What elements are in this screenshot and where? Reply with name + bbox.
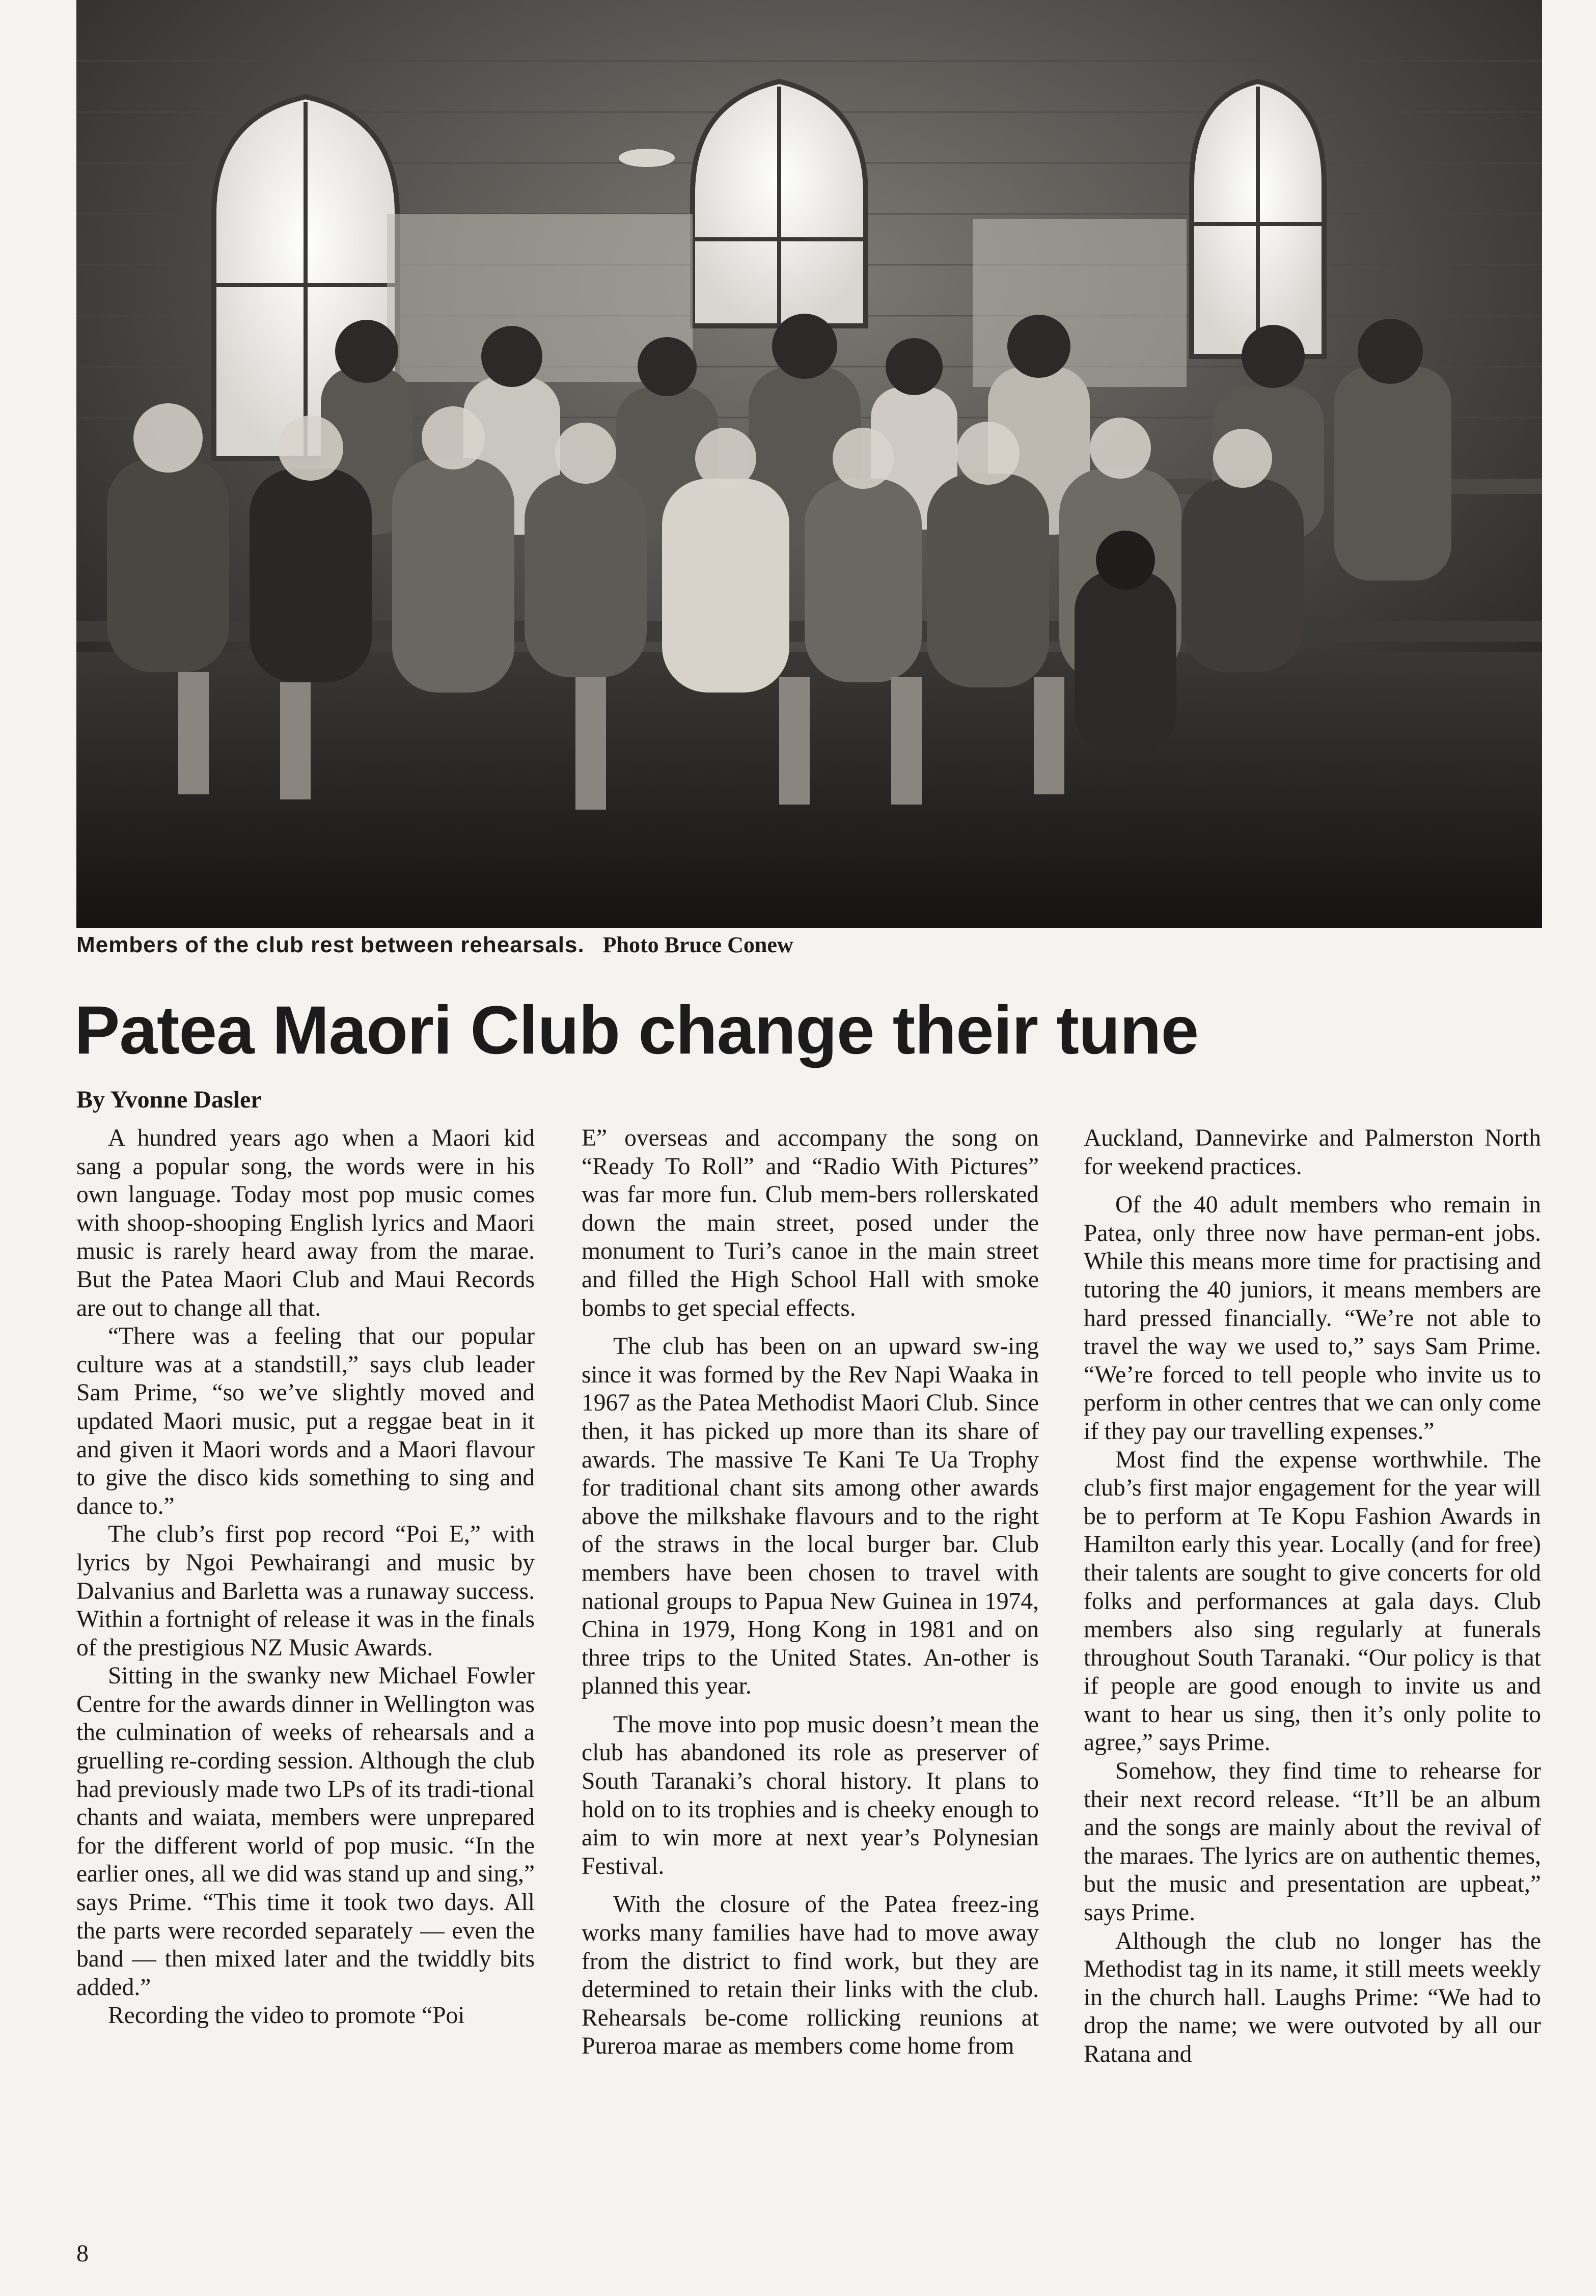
article-column-2	[582, 1124, 1039, 2061]
article-column-3	[1084, 1124, 1541, 2069]
group-photo	[76, 0, 1542, 928]
paragraph: Somehow, they find time to rehearse for their next record release. “It’ll be an album and the songs are mainly about the revival of the maraes. The lyrics are on authentic themes, but the music and presentation are upbeat,” says Prime.	[1084, 1758, 1541, 1926]
paragraph: The move into pop music doesn’t mean the club has abandoned its role as preserver of South Taranaki’s choral history. It plans to hold on to its trophies and is cheeky enough to aim to win more at next year’s Polynesian Festival.	[582, 1711, 1039, 1879]
photo-credit: Photo Bruce Conew	[602, 932, 793, 957]
photo-caption	[76, 932, 1542, 958]
paragraph: A hundred years ago when a Maori kid sang a popular song, the words were in his own language. Today most pop music comes with shoop-shooping English lyrics and Maori music is rarely heard away from the marae. But the Patea Maori Club and Maui Records are out to change all that.	[76, 1125, 535, 1321]
paragraph: The club has been on an upward sw-ing since it was formed by the Rev Napi Waaka in 1967 as the Patea Methodist Maori Club. Since then, it has picked up more than its share of awards. The massive Te Kani Te Ua Trophy for traditional chant sits among other awards above the milkshake flavours and to the right of the straws in the local burger bar. Club members have been chosen to travel with national groups to Papua New Guinea in 1974, China in 1979, Hong Kong in 1981 and on three trips to the United States. An-other is planned this year.	[582, 1333, 1039, 1700]
paragraph: Although the club no longer has the Methodist tag in its name, it still meets weekly in the church hall. Laughs Prime: “We had to drop the name; we were outvoted by all our Ratana and	[1084, 1927, 1541, 2067]
paragraph: With the closure of the Patea freez-ing works many families have had to move away from the district to find work, but they are determined to retain their links with the club. Rehearsals be-come rollicking reunions at Pureroa marae as members come home from	[582, 1891, 1039, 2060]
paragraph: E” overseas and accompany the song on “Ready To Roll” and “Radio With Pictures” was far more fun. Club mem-bers rollerskated down the main street, posed under the monument to Turi’s canoe in the main street and filled the High School Hall with smoke bombs to get special effects.	[582, 1125, 1039, 1321]
group-photo-icon	[76, 0, 1542, 928]
headline: Patea Maori Club change their tune	[74, 992, 1199, 1068]
paragraph: Most find the expense worthwhile. The club’s first major engagement for the year will be to perform at Te Kopu Fashion Awards in Hamilton early this year. Locally (and for free) their talents are sought to give concerts for old folks and performances at gala days. Club members also sing regularly at funerals throughout South Taranaki. “Our policy is that if people are good enough to invite us and want to hear us sing, then it’s only polite to agree,” says Prime.	[1084, 1446, 1541, 1756]
paragraph: Auckland, Dannevirke and Palmerston North for weekend practices.	[1084, 1125, 1541, 1180]
paragraph: Sitting in the swanky new Michael Fowler Centre for the awards dinner in Wellington was the culmination of weeks of rehearsals and a gruelling re-cording session. Although the club had previously made two LPs of its tradi-tional chants and waiata, members were unprepared for the different world of pop music. “In the earlier ones, all we did was stand up and sing,” says Prime. “This time it took two days. All the parts were recorded separately — even the band — then mixed later and the twiddly bits added.”	[76, 1663, 535, 2001]
page-number: 8	[76, 2240, 89, 2267]
paragraph: Of the 40 adult members who remain in Patea, only three now have perman-ent jobs. While this means more time for practising and tutoring the 40 juniors, it means members are hard pressed financially. “We’re not able to travel the way we used to,” says Sam Prime. “We’re forced to tell people who invite us to perform in other centres that we can only come if they pay our travelling expenses.”	[1084, 1192, 1541, 1445]
caption-text: Members of the club rest between rehearsals.	[76, 932, 585, 957]
paragraph: The club’s first pop record “Poi E,” with lyrics by Ngoi Pewhairangi and music by Dalvanius and Barletta was a runaway success. Within a fortnight of release it was in the finals of the prestigious NZ Music Awards.	[76, 1521, 535, 1661]
paragraph: “There was a feeling that our popular culture was at a standstill,” says club leader Sam Prime, “so we’ve slightly moved and updated Maori music, put a reggae beat in it and given it Maori words and a Maori flavour to give the disco kids something to sing and dance to.”	[76, 1323, 535, 1519]
article-column-1	[76, 1124, 535, 2030]
byline: By Yvonne Dasler	[76, 1086, 262, 1113]
paragraph: Recording the video to promote “Poi	[108, 2002, 465, 2029]
